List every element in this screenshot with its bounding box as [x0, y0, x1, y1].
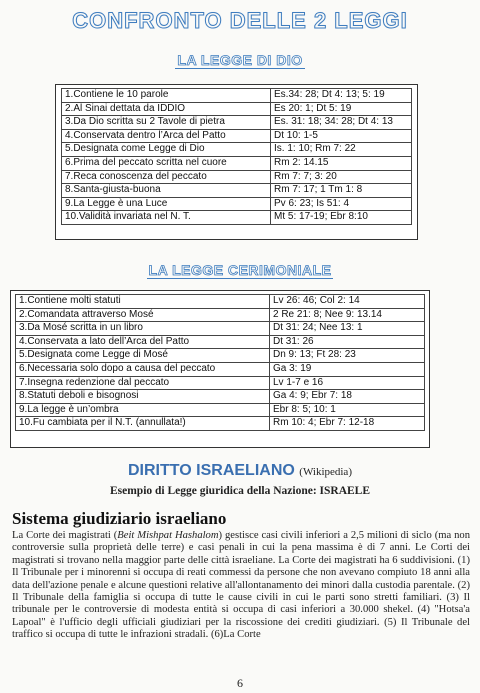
row-statement: 2.Comandata attraverso Mosé — [16, 308, 270, 322]
row-statement: 8.Santa-giusta-buona — [62, 184, 271, 198]
table-row — [16, 362, 425, 376]
row-statement: 10.Fu cambiata per il N.T. (annullata!) — [16, 417, 270, 431]
row-statement: 7.Reca conoscenza del peccato — [62, 170, 271, 184]
table-row — [62, 211, 412, 225]
row-statement: 6.Prima del peccato scritta nel cuore — [62, 156, 271, 170]
table-row — [16, 349, 425, 363]
row-statement: 5.Designata come Legge di Dio — [62, 143, 271, 157]
row-reference: Ebr 8: 5; 10: 1 — [270, 403, 425, 417]
row-reference: Dt 10: 1-5 — [271, 129, 412, 143]
row-reference: Ga 4: 9; Ebr 7: 18 — [270, 390, 425, 404]
sistema-paragraph — [12, 530, 470, 642]
table-row — [16, 308, 425, 322]
row-statement: 5.Designata come Legge di Mosé — [16, 349, 270, 363]
paragraph-text-rest: ) gestisce casi civili inferiori a 2,5 milioni di siclo (ma non controversie sulla proprietà delle terre) e casi penali in cui la pena massima è di 7 anni. Le Corti dei magistrati si trovano nella maggior parte delle città israeliane. La Corte dei magistrati ha 6 suddivisioni. (1) Il Tribunale per i minorenni si occupa di reati commessi da persone che non avevano compiuto 18 anni alla data dell'azione penale e alcune questioni relative all'allontanamento dei minori dalla custodia parentale. (2) Il Tribunale della famiglia si occupa di tutte le cause civili in cui le parti sono stretti familiari. (3) Il tribunale per le controversie di modesta entità si occupa di casi inferiori a 30.000 shekel. (4) "Hotsa'a Lapoal" è l'ufficio degli ufficiali giudiziari per la riscossione dei crediti giudiziari. (5) Il Tribunale del traffico si occupa di tutte le infrazioni stradali. (6)La Corte — [12, 530, 470, 641]
legge-di-dio-box — [55, 84, 418, 240]
row-reference: Es.34: 28; Dt 4: 13; 5: 19 — [271, 89, 412, 103]
sistema-heading: Sistema giudiziario israeliano — [12, 509, 227, 528]
row-statement: 6.Necessaria solo dopo a causa del peccato — [16, 362, 270, 376]
legge-cerimoniale-table — [15, 294, 425, 431]
row-statement: 9.La Legge è una Luce — [62, 197, 271, 211]
table-row — [62, 89, 412, 103]
diritto-title-text: DIRITTO ISRAELIANO — [128, 462, 295, 479]
diritto-source: (Wikipedia) — [299, 466, 352, 478]
row-reference: Rm 10: 4; Ebr 7: 12-18 — [270, 417, 425, 431]
row-reference: Lv 26: 46; Col 2: 14 — [270, 295, 425, 309]
row-reference: Lv 1-7 e 16 — [270, 376, 425, 390]
row-reference: Rm 2: 14.15 — [271, 156, 412, 170]
paragraph-text-start: La Corte dei magistrati ( — [12, 530, 118, 541]
section-heading-text: LA LEGGE DI DIO — [177, 52, 303, 68]
row-statement: 1.Contiene le 10 parole — [62, 89, 271, 103]
table-row — [62, 116, 412, 130]
legge-di-dio-table — [61, 88, 412, 225]
table-row — [16, 335, 425, 349]
table-row — [62, 129, 412, 143]
row-reference: Dt 31: 24; Nee 13: 1 — [270, 322, 425, 336]
page-title: CONFRONTO DELLE 2 LEGGI — [72, 8, 408, 33]
table-row — [62, 184, 412, 198]
table-row — [16, 376, 425, 390]
row-reference: Rm 7: 17; 1 Tm 1: 8 — [271, 184, 412, 198]
diritto-title — [0, 462, 480, 480]
page-number: 6 — [237, 676, 243, 690]
table-row — [16, 390, 425, 404]
paragraph-italic-term: Beit Mishpat Hashalom — [117, 530, 219, 541]
row-reference: 2 Re 21: 8; Nee 9: 13.14 — [270, 308, 425, 322]
table-row — [16, 417, 425, 431]
table-row — [62, 197, 412, 211]
row-reference: Dn 9: 13; Ft 28: 23 — [270, 349, 425, 363]
row-reference: Mt 5: 17-19; Ebr 8:10 — [271, 211, 412, 225]
row-reference: Pv 6: 23; Is 51: 4 — [271, 197, 412, 211]
row-statement: 10.Validità invariata nel N. T. — [62, 211, 271, 225]
row-reference: Dt 31: 26 — [270, 335, 425, 349]
table-row — [62, 143, 412, 157]
section-heading-legge-cerimoniale — [0, 262, 480, 278]
row-statement: 4.Conservata a lato dell’Arca del Patto — [16, 335, 270, 349]
row-reference: Es. 31: 18; 34: 28; Dt 4: 13 — [271, 116, 412, 130]
example-subtitle: Esempio di Legge giuridica della Nazione: ISRAELE — [109, 485, 371, 497]
row-statement: 1.Contiene molti statuti — [16, 295, 270, 309]
row-reference: Ga 3: 19 — [270, 362, 425, 376]
row-reference: Es 20: 1; Dt 5: 19 — [271, 102, 412, 116]
table-row — [62, 170, 412, 184]
row-reference: Is. 1: 10; Rm 7: 22 — [271, 143, 412, 157]
section-heading-legge-di-dio — [0, 52, 480, 68]
table-row — [16, 403, 425, 417]
row-statement: 3.Da Mosé scritta in un libro — [16, 322, 270, 336]
row-reference: Rm 7: 7; 3: 20 — [271, 170, 412, 184]
row-statement: 2.Al Sinai dettata da IDDIO — [62, 102, 271, 116]
table-row — [16, 322, 425, 336]
row-statement: 7.Insegna redenzione dal peccato — [16, 376, 270, 390]
row-statement: 3.Da Dio scritta su 2 Tavole di pietra — [62, 116, 271, 130]
row-statement: 4.Conservata dentro l’Arca del Patto — [62, 129, 271, 143]
row-statement: 9.La legge è un’ombra — [16, 403, 270, 417]
table-row — [62, 102, 412, 116]
table-row — [62, 156, 412, 170]
section-heading-text: LA LEGGE CERIMONIALE — [148, 262, 332, 278]
legge-cerimoniale-box — [10, 290, 430, 448]
table-row — [16, 295, 425, 309]
row-statement: 8.Statuti deboli e bisognosi — [16, 390, 270, 404]
